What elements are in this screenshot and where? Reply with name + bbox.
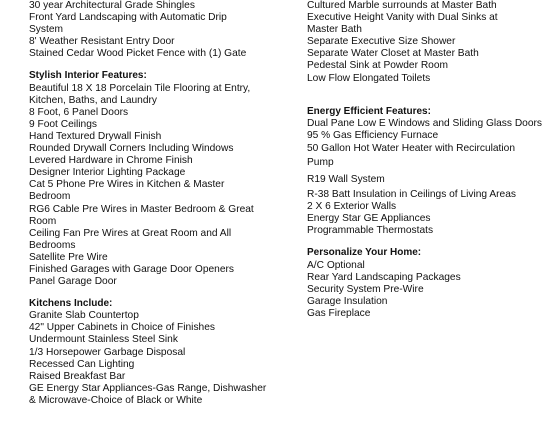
feature-item: Stained Cedar Wood Picket Fence with (1) Gate <box>29 48 247 60</box>
feature-item: Security System Pre-Wire <box>307 283 424 295</box>
right-column <box>307 0 547 320</box>
feature-item: Granite Slab Countertop <box>29 310 139 322</box>
feature-item: Executive Height Vanity with Dual Sinks at Master Bath <box>307 12 498 36</box>
feature-item: R-38 Batt Insulation in Ceilings of Living Areas <box>307 189 516 201</box>
feature-item: Designer Interior Lighting Package <box>29 167 186 179</box>
feature-item: 9 Foot Ceilings <box>29 118 97 130</box>
feature-item: RG6 Cable Pre Wires in Master Bedroom & Great Room <box>29 203 254 227</box>
feature-item: Levered Hardware in Chrome Finish <box>29 155 193 167</box>
feature-item: 8' Weather Resistant Entry Door <box>29 36 175 48</box>
feature-item: Finished Garages with Garage Door Openers <box>29 263 234 275</box>
feature-item: Dual Pane Low E Windows and Sliding Glass Doors <box>307 117 542 129</box>
feature-item: 42" Upper Cabinets in Choice of Finishes <box>29 322 215 334</box>
feature-item: Recessed Can Lighting <box>29 358 135 370</box>
feature-item: Panel Garage Door <box>29 276 117 288</box>
feature-item: Programmable Thermostats <box>307 225 434 237</box>
section-heading-personalize: Personalize Your Home: <box>307 247 422 259</box>
feature-item: R19 Wall System <box>307 173 385 185</box>
feature-item: Front Yard Landscaping with Automatic Drip System <box>29 12 227 36</box>
feature-item: 2 X 6 Exterior Walls <box>307 201 397 213</box>
left-column <box>29 0 279 407</box>
section-heading-energy: Energy Efficient Features: <box>307 105 431 117</box>
feature-item: 8 Foot, 6 Panel Doors <box>29 106 129 118</box>
section-heading-interior: Stylish Interior Features: <box>29 70 147 82</box>
feature-item: A/C Optional <box>307 259 365 271</box>
feature-item: Pedestal Sink at Powder Room <box>307 60 448 72</box>
feature-item: Rounded Drywall Corners Including Windows <box>29 143 234 155</box>
feature-item: Separate Water Closet at Master Bath <box>307 48 479 60</box>
feature-item: 1/3 Horsepower Garbage Disposal <box>29 346 186 358</box>
feature-item: 50 Gallon Hot Water Heater with Recirculation Pump <box>307 142 515 169</box>
feature-item: Rear Yard Landscaping Packages <box>307 271 461 283</box>
feature-item: Beautiful 18 X 18 Porcelain Tile Flooring at Entry, Kitchen, Baths, and Laundry <box>29 82 251 106</box>
feature-item: Low Flow Elongated Toilets <box>307 72 431 84</box>
feature-item: Garage Insulation <box>307 295 388 307</box>
feature-item: Hand Textured Drywall Finish <box>29 130 162 142</box>
feature-item: Cultured Marble surrounds at Master Bath <box>307 0 497 11</box>
feature-item: Satellite Pre Wire <box>29 251 108 263</box>
feature-item: Cat 5 Phone Pre Wires in Kitchen & Master Bedroom <box>29 179 225 203</box>
feature-item: 95 % Gas Efficiency Furnace <box>307 129 439 141</box>
section-heading-kitchens: Kitchens Include: <box>29 298 113 310</box>
feature-item: Ceiling Fan Pre Wires at Great Room and All Bedrooms <box>29 227 232 251</box>
feature-item: 30 year Architectural Grade Shingles <box>29 0 195 11</box>
feature-item: Gas Fireplace <box>307 307 371 319</box>
feature-item: GE Energy Star Appliances-Gas Range, Dishwasher & Microwave-Choice of Black or White <box>29 382 267 406</box>
feature-item: Separate Executive Size Shower <box>307 36 456 48</box>
feature-item: Raised Breakfast Bar <box>29 370 126 382</box>
feature-item: Energy Star GE Appliances <box>307 213 431 225</box>
feature-item: Undermount Stainless Steel Sink <box>29 334 178 346</box>
